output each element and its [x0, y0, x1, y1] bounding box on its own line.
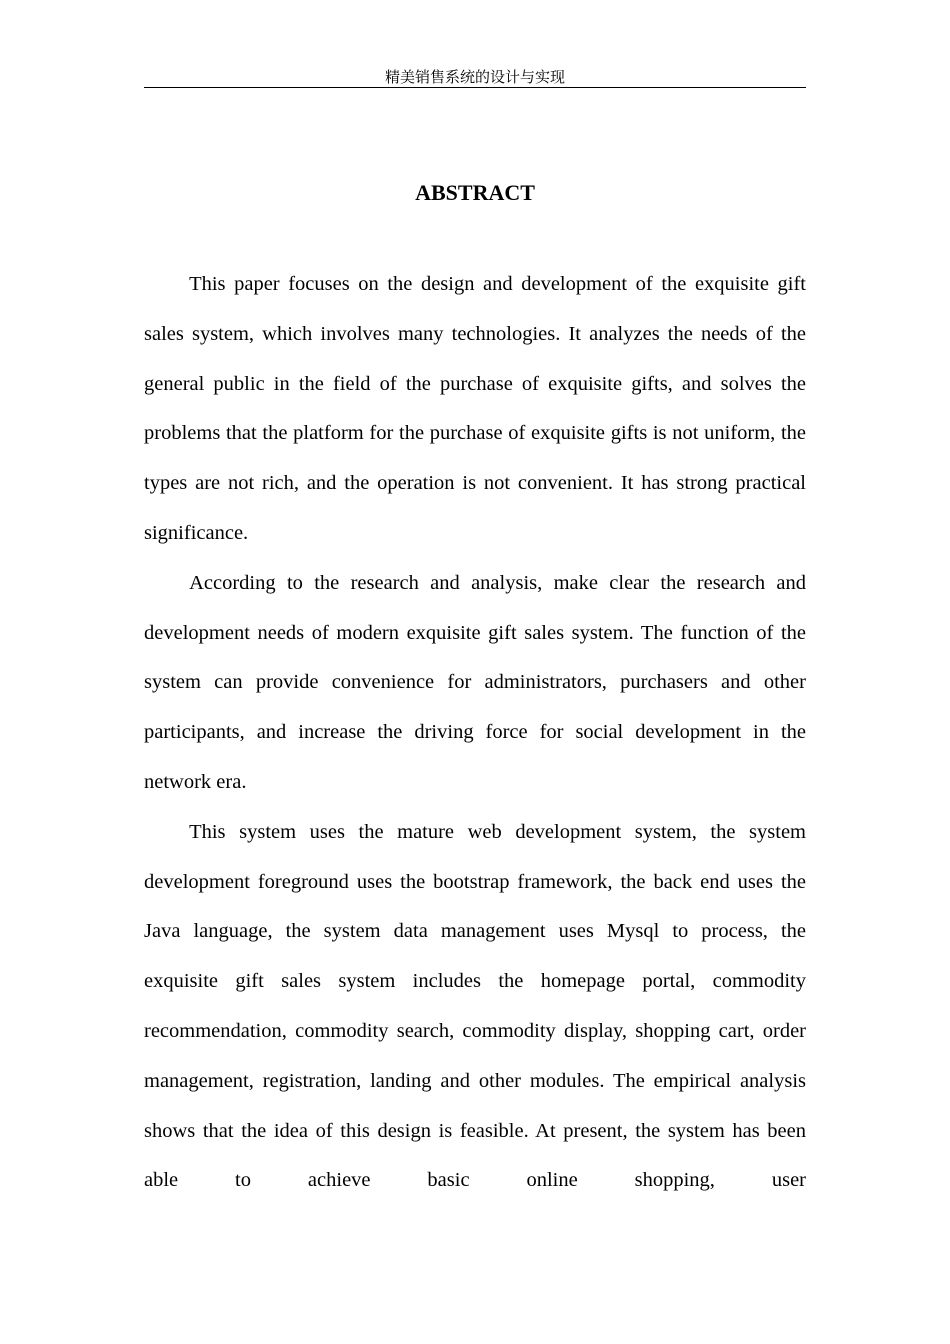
abstract-paragraph-3: This system uses the mature web development system, the system development foreground uses the bootstrap framework, the back end uses the Java language, the system data management uses Mysql to process, the exquisite gift sales system includes the homepage portal, commodity recommendation, commodity search, commodity display, shopping cart, order management, registration, landing and other modules. The empirical analysis shows that the idea of this design is feasible. At present, the system has been able to achieve basic online shopping, user [144, 820, 806, 1192]
header-divider [144, 87, 806, 88]
running-header: 精美销售系统的设计与实现 [384, 68, 565, 86]
abstract-heading: ABSTRACT [415, 180, 535, 205]
abstract-paragraph-2: According to the research and analysis, make clear the research and development needs of modern exquisite gift sales system. The function of the system can provide convenience for administrators, purchasers and other participants, and increase the driving force for social development in the network era. [144, 571, 806, 793]
abstract-body [144, 260, 806, 1206]
abstract-paragraph-1: This paper focuses on the design and development of the exquisite gift sales system, which involves many technologies. It analyzes the needs of the general public in the field of the purchase of exquisite gifts, and solves the problems that the platform for the purchase of exquisite gifts is not uniform, the types are not rich, and the operation is not convenient. It has strong practical significance. [144, 273, 806, 544]
